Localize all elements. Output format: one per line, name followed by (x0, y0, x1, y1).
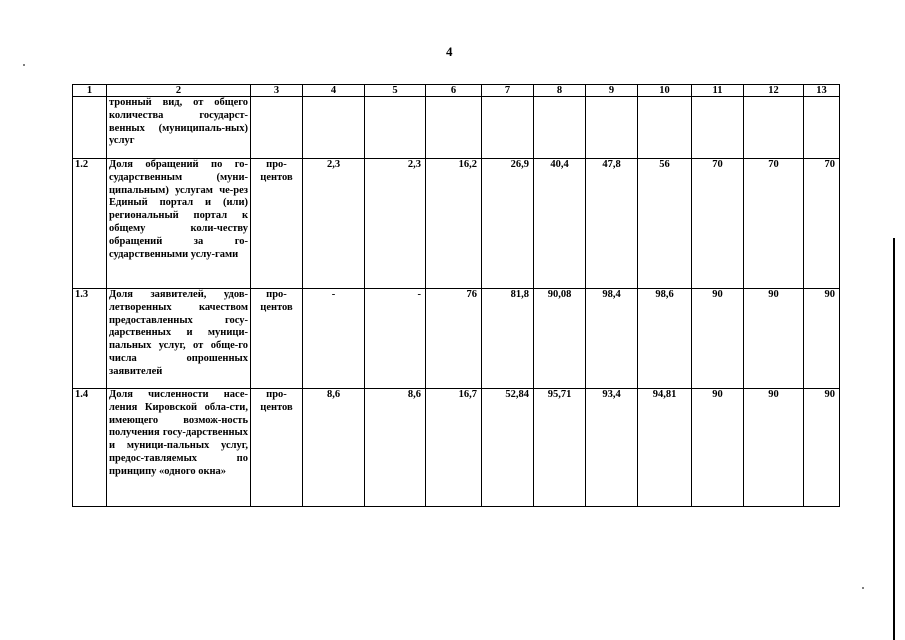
value-cell: 90 (692, 389, 744, 507)
row-number: 1.2 (73, 159, 107, 289)
value-cell: 98,4 (586, 289, 638, 389)
page-number: 4 (446, 44, 453, 59)
header-cell: 2 (107, 85, 251, 97)
value-cell: 90 (804, 289, 840, 389)
indicator-name: Доля обращений по го-сударственным (муни-ципальным) услугам че-рез Единый портал и (или) региональный портал к общему коли-честву обращений за го-сударственными услу-гами (107, 159, 251, 289)
value-cell: 70 (744, 159, 804, 289)
header-row (73, 85, 840, 97)
value-cell: 52,84 (482, 389, 534, 507)
continuation-text: тронный вид, от общего количества государст-венных (муниципаль-ных) услуг (107, 97, 251, 159)
header-cell: 8 (534, 85, 586, 97)
value-cell: 81,8 (482, 289, 534, 389)
table-row (73, 389, 840, 507)
row-number: 1.3 (73, 289, 107, 389)
indicators-table (72, 84, 840, 507)
header-cell: 9 (586, 85, 638, 97)
value-cell: 93,4 (586, 389, 638, 507)
value-cell: 94,81 (638, 389, 692, 507)
value-cell: 26,9 (482, 159, 534, 289)
value-cell: 90 (744, 289, 804, 389)
value-cell: 56 (638, 159, 692, 289)
header-cell: 3 (251, 85, 303, 97)
continuation-row (73, 97, 840, 159)
scan-speck (23, 64, 25, 66)
value-cell: 8,6 (303, 389, 365, 507)
header-cell: 4 (303, 85, 365, 97)
header-cell: 5 (365, 85, 426, 97)
indicator-name: Доля заявителей, удов-летворенных качеством предоставленных госу-дарственных и муници-пальных услуг, от обще-го числа опрошенных заявителей (107, 289, 251, 389)
value-cell: - (303, 289, 365, 389)
header-cell: 12 (744, 85, 804, 97)
indicator-name: Доля численности насе-ления Кировской обла-сти, имеющего возмож-ность получения госу-дарственных и муници-пальных услуг, предос-тавляемых по принципу «одного окна» (107, 389, 251, 507)
value-cell: 90 (804, 389, 840, 507)
header-cell: 10 (638, 85, 692, 97)
value-cell: 90 (744, 389, 804, 507)
value-cell: 70 (804, 159, 840, 289)
unit-cell: про-центов (251, 289, 303, 389)
header-cell: 6 (426, 85, 482, 97)
value-cell: 2,3 (365, 159, 426, 289)
header-cell: 11 (692, 85, 744, 97)
value-cell: 90 (692, 289, 744, 389)
value-cell: 2,3 (303, 159, 365, 289)
value-cell: 16,2 (426, 159, 482, 289)
value-cell: 98,6 (638, 289, 692, 389)
table-row (73, 289, 840, 389)
value-cell: 95,71 (534, 389, 586, 507)
value-cell: 90,08 (534, 289, 586, 389)
row-number: 1.4 (73, 389, 107, 507)
scan-edge-line (893, 238, 895, 640)
value-cell: - (365, 289, 426, 389)
value-cell: 40,4 (534, 159, 586, 289)
value-cell: 76 (426, 289, 482, 389)
unit-cell: про-центов (251, 389, 303, 507)
scan-speck (862, 587, 864, 589)
header-cell: 7 (482, 85, 534, 97)
unit-cell: про-центов (251, 159, 303, 289)
value-cell: 70 (692, 159, 744, 289)
value-cell: 47,8 (586, 159, 638, 289)
value-cell: 16,7 (426, 389, 482, 507)
header-cell: 1 (73, 85, 107, 97)
value-cell: 8,6 (365, 389, 426, 507)
header-cell: 13 (804, 85, 840, 97)
table-row (73, 159, 840, 289)
